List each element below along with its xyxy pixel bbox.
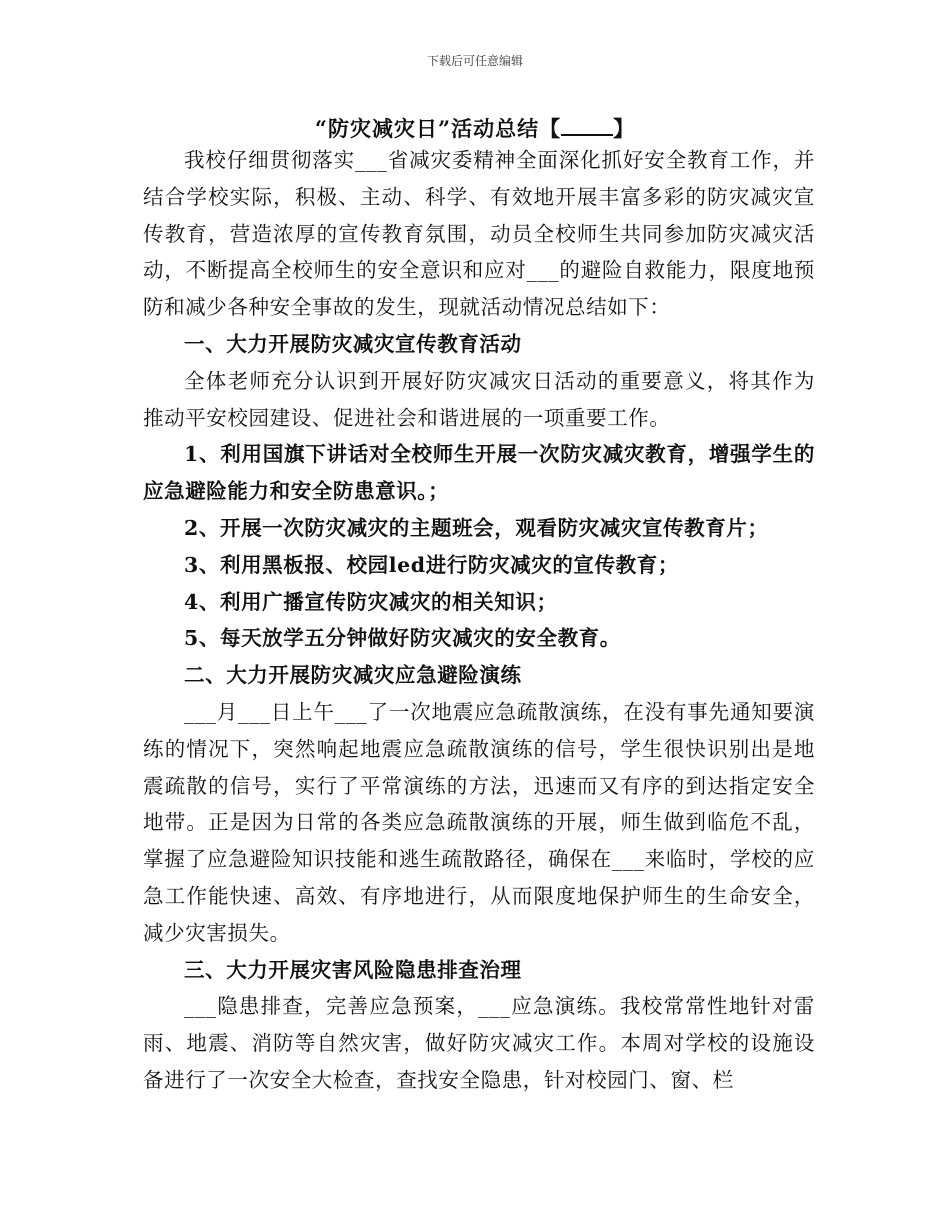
list-item-1: 1、利用国旗下讲话对全校师生开展一次防灾减灾教育，增强学生的应急避险能力和安全防患意识。； [143,442,815,504]
list-item-5: 5、每天放学五分钟做好防灾减灾的安全教育。 [184,626,621,651]
title-text: “防灾减灾日”活动总结【 [314,116,562,141]
section-heading-3: 三、大力开展灾害风险隐患排查治理 [184,957,522,982]
title-blank [561,116,613,136]
intro-paragraph: 我校仔细贯彻落实___省减灾委精神全面深化抓好安全教育工作，并结合学校实际，积极、主动、科学、有效地开展丰富多彩的防灾减灾宣传教育，营造浓厚的宣传教育氛围，动员全校师生共同参加防灾减灾活动，不断提高全校师生的安全意识和应对___的避险自救能力，限度地预防和减少各种安全事故的发生，现就活动情况总结如下： [143,148,815,320]
section-3-paragraph: ___隐患排查，完善应急预案，___应急演练。我校常常性地针对雷雨、地震、消防等自然灾害，做好防灾减灾工作。本周对学校的设施设备进行了一次安全大检查，查找安全隐患，针对校园门、窗、栏 [143,994,815,1092]
list-item-3: 3、利用黑板报、校园led进行防灾减灾的宣传教育； [184,552,679,577]
section-heading-2: 二、大力开展防灾减灾应急避险演练 [184,663,522,688]
section-1-paragraph: 全体老师充分认识到开展好防灾减灾日活动的重要意义，将其作为推动平安校园建设、促进社会和谐进展的一项重要工作。 [143,368,815,430]
list-item-2: 2、开展一次防灾减灾的主题班会，观看防灾减灾宣传教育片； [184,515,769,540]
section-2-paragraph: ___月___日上午___了一次地震应急疏散演练，在没有事先通知要演练的情况下，突然响起地震应急疏散演练的信号，学生很快识别出是地震疏散的信号，实行了平常演练的方法，迅速而又有序的到达指定安全地带。正是因为日常的各类应急疏散演练的开展，师生做到临危不乱，掌握了应急避险知识技能和逃生疏散路径，确保在___来临时，学校的应急工作能快速、高效、有序地进行，从而限度地保护师生的生命安全，减少灾害损失。 [143,699,815,945]
document-title [0,113,950,143]
list-item-4: 4、利用广播宣传防灾减灾的相关知识； [184,589,558,614]
header-note: 下载后可任意编辑 [426,54,523,68]
document-body [143,142,815,1099]
title-end: 】 [613,116,636,141]
section-heading-1: 一、大力开展防灾减灾宣传教育活动 [184,331,522,356]
